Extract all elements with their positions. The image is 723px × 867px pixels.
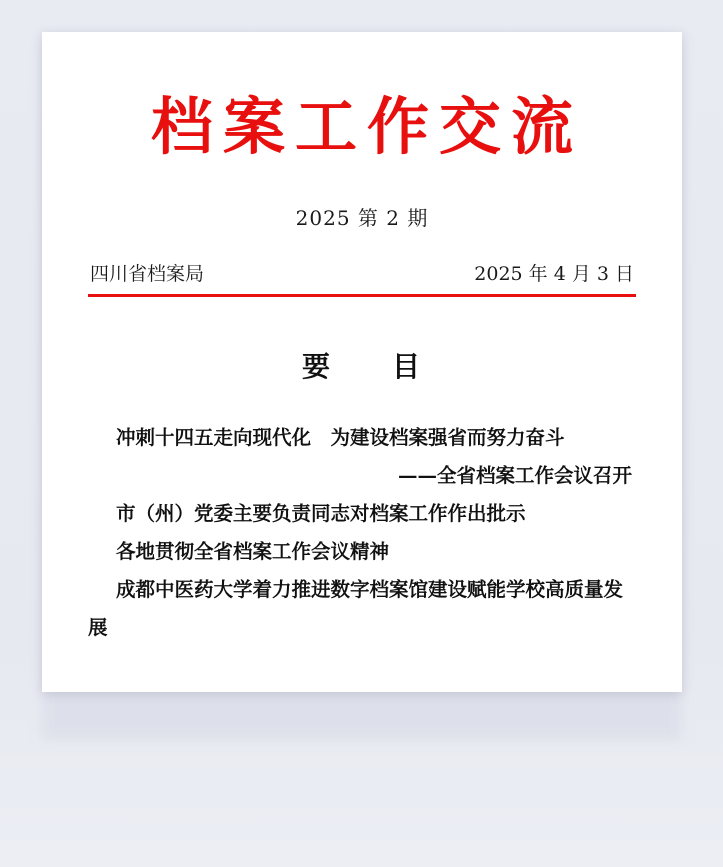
toc-list	[88, 419, 636, 647]
toc-entry: 市（州）党委主要负责同志对档案工作作出批示	[116, 501, 526, 525]
issue-number: 2025 第 2 期	[295, 205, 429, 230]
toc-entry: 冲刺十四五走向现代化 为建设档案强省而努力奋斗	[116, 425, 565, 449]
toc-entry: 各地贯彻全省档案工作会议精神	[116, 539, 390, 563]
toc-heading: 要 目	[301, 349, 422, 383]
publish-date: 2025 年 4 月 3 日	[474, 262, 634, 285]
toc-entry: 成都中医药大学着力推进数字档案馆建设赋能学校高质量发展	[88, 577, 624, 639]
publisher-name: 四川省档案局	[90, 262, 205, 285]
red-divider	[88, 294, 636, 297]
toc-entry-subtitle: ——全省档案工作会议召开	[397, 463, 632, 487]
masthead-title: 档案工作交流	[150, 90, 583, 163]
document-page	[42, 32, 682, 692]
publisher-row	[88, 259, 636, 286]
document-content	[42, 32, 682, 647]
